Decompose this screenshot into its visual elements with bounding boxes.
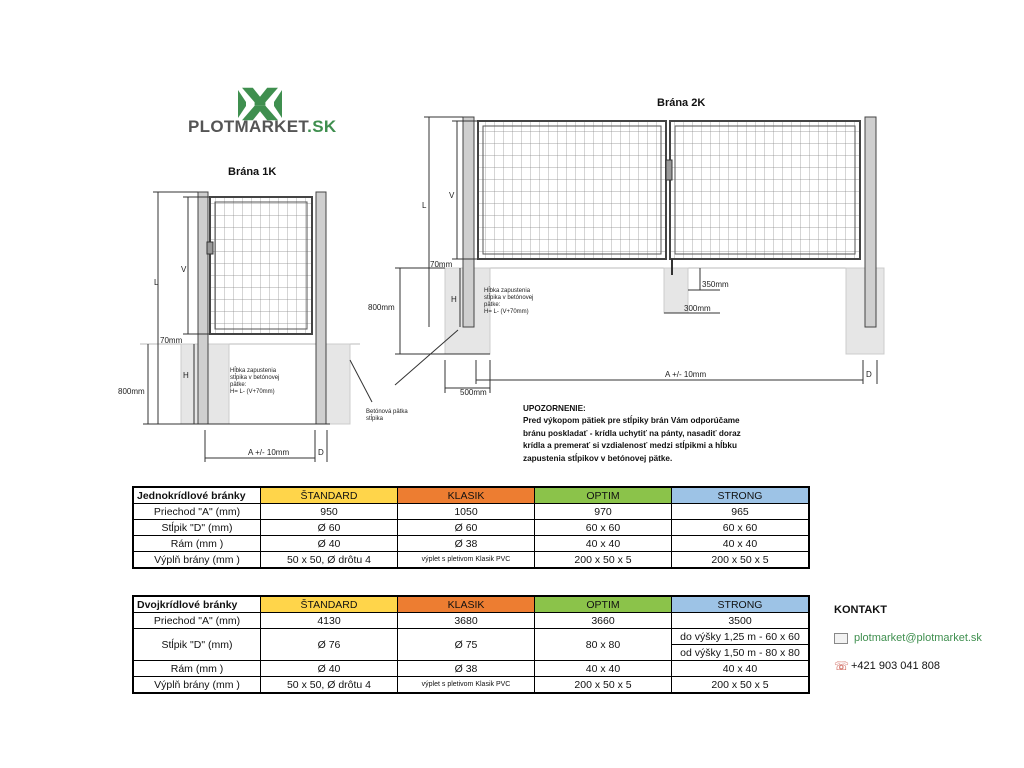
gate1-depth-4: H= L- (V+70mm): [230, 389, 275, 395]
gate2-500-label: 500mm: [460, 388, 487, 397]
gate2-350-label: 350mm: [702, 280, 729, 289]
gate1-foot-2: stĺpika: [366, 416, 384, 422]
cell: Ø 40: [261, 536, 398, 552]
table-row: [133, 536, 809, 552]
gate1-D-label: D: [318, 448, 324, 457]
cell: 50 x 50, Ø drôtu 4: [261, 677, 398, 694]
gate1-depth-2: stĺpika v betónovej: [230, 375, 280, 381]
cell: Ø 40: [261, 661, 398, 677]
gate2-H-label: H: [451, 295, 457, 304]
table2-header-strong: STRONG: [672, 596, 810, 613]
table-double-leaf: [132, 595, 810, 694]
gate1-V-label: V: [181, 265, 187, 274]
cell: 4130: [261, 613, 398, 629]
contact-title: KONTAKT: [834, 604, 887, 616]
gate2-depth-2: stĺpika v betónovej: [484, 295, 534, 301]
cell: 40 x 40: [672, 536, 810, 552]
gate2-70-label: 70mm: [430, 260, 453, 269]
table1-header-standard: ŠTANDARD: [261, 487, 398, 504]
gate2-300-label: 300mm: [684, 304, 711, 313]
cell: Ø 75: [398, 629, 535, 661]
cell: výplet s pletivom Klasik PVC: [398, 677, 535, 694]
row-label: Rám (mm ): [133, 536, 261, 552]
contact-phone-row[interactable]: [834, 660, 940, 672]
cell: 40 x 40: [535, 661, 672, 677]
cell: 80 x 80: [535, 629, 672, 661]
table-row: [133, 504, 809, 520]
cell: 40 x 40: [672, 661, 810, 677]
gate1-depth-3: pätke:: [230, 382, 247, 388]
table-row: [133, 629, 809, 645]
cell: 200 x 50 x 5: [672, 677, 810, 694]
cell: od výšky 1,50 m - 80 x 80: [672, 645, 810, 661]
cell: 3500: [672, 613, 810, 629]
cell: 60 x 60: [535, 520, 672, 536]
phone-icon: ☏: [834, 659, 850, 673]
cell: 1050: [398, 504, 535, 520]
cell: 200 x 50 x 5: [672, 552, 810, 569]
cell: 50 x 50, Ø drôtu 4: [261, 552, 398, 569]
table1-title: Jednokrídlové bránky: [133, 487, 261, 504]
row-label: Výplň brány (mm ): [133, 552, 261, 569]
gate2-drawing: [368, 117, 884, 397]
cell: 950: [261, 504, 398, 520]
gate1-H-label: H: [183, 371, 189, 380]
gate2-A-label: A +/- 10mm: [665, 370, 707, 379]
cell: výplet s pletivom Klasik PVC: [398, 552, 535, 569]
notice-text: Pred výkopom pätiek pre stĺpiky brán Vám odporúčame bránu poskladať - krídla uchytiť na pánty, nasadiť doraz krídla a premerať si vzdialenosť medzi stĺpikmi a hĺbku zapustenia stĺpikov v betónovej pätke.: [523, 416, 741, 463]
table2-header-optim: OPTIM: [535, 596, 672, 613]
gate1-depth-1: Hĺbka zapustenia: [230, 368, 277, 374]
table-row: [133, 520, 809, 536]
cell: Ø 76: [261, 629, 398, 661]
cell: 200 x 50 x 5: [535, 677, 672, 694]
cell: 965: [672, 504, 810, 520]
table2-header-klasik: KLASIK: [398, 596, 535, 613]
cell: 60 x 60: [672, 520, 810, 536]
mail-icon: [834, 633, 848, 644]
table-row: [133, 677, 809, 694]
table1-header-optim: OPTIM: [535, 487, 672, 504]
gate2-L-label: L: [422, 201, 427, 210]
notice-title: UPOZORNENIE:: [523, 404, 586, 413]
cell: Ø 60: [261, 520, 398, 536]
row-label: Rám (mm ): [133, 661, 261, 677]
row-label: Priechod "A" (mm): [133, 613, 261, 629]
phone-number[interactable]: +421 903 041 808: [851, 660, 941, 672]
logo-text: PLOTMARKET.SK: [188, 117, 337, 136]
contact-email-row[interactable]: [834, 632, 982, 644]
gate1-drawing: [118, 192, 408, 462]
table-single-leaf: [132, 486, 810, 569]
gate1-title: Brána 1K: [228, 166, 277, 178]
cell: 3660: [535, 613, 672, 629]
gate1-70-label: 70mm: [160, 336, 183, 345]
cell: 3680: [398, 613, 535, 629]
table1-header-klasik: KLASIK: [398, 487, 535, 504]
cell: Ø 60: [398, 520, 535, 536]
cell: 40 x 40: [535, 536, 672, 552]
table-row: [133, 552, 809, 569]
row-label: Priechod "A" (mm): [133, 504, 261, 520]
table2-title: Dvojkrídlové bránky: [133, 596, 261, 613]
gate2-depth-1: Hĺbka zapustenia: [484, 288, 531, 294]
table1-header-strong: STRONG: [672, 487, 810, 504]
row-label: Stĺpik "D" (mm): [133, 629, 261, 661]
gate1-A-label: A +/- 10mm: [248, 448, 290, 457]
gate2-V-label: V: [449, 191, 455, 200]
gate2-depth-4: H= L- (V+70mm): [484, 309, 529, 315]
cell: Ø 38: [398, 661, 535, 677]
cell: Ø 38: [398, 536, 535, 552]
gate2-depth-3: pätke:: [484, 302, 501, 308]
table-row: [133, 613, 809, 629]
gate1-800-label: 800mm: [118, 387, 145, 396]
row-label: Stĺpik "D" (mm): [133, 520, 261, 536]
gate2-D-label: D: [866, 370, 872, 379]
table-row: [133, 661, 809, 677]
gate1-foot-1: Betónová pätka: [366, 409, 408, 415]
gate2-title: Brána 2K: [657, 97, 706, 109]
gate1-L-label: L: [154, 278, 159, 287]
notice: [523, 403, 753, 465]
cell: 200 x 50 x 5: [535, 552, 672, 569]
row-label: Výplň brány (mm ): [133, 677, 261, 694]
email-link[interactable]: plotmarket@plotmarket.sk: [854, 632, 982, 644]
cell: 970: [535, 504, 672, 520]
gate2-800-label: 800mm: [368, 303, 395, 312]
cell: do výšky 1,25 m - 60 x 60: [672, 629, 810, 645]
table2-header-standard: ŠTANDARD: [261, 596, 398, 613]
